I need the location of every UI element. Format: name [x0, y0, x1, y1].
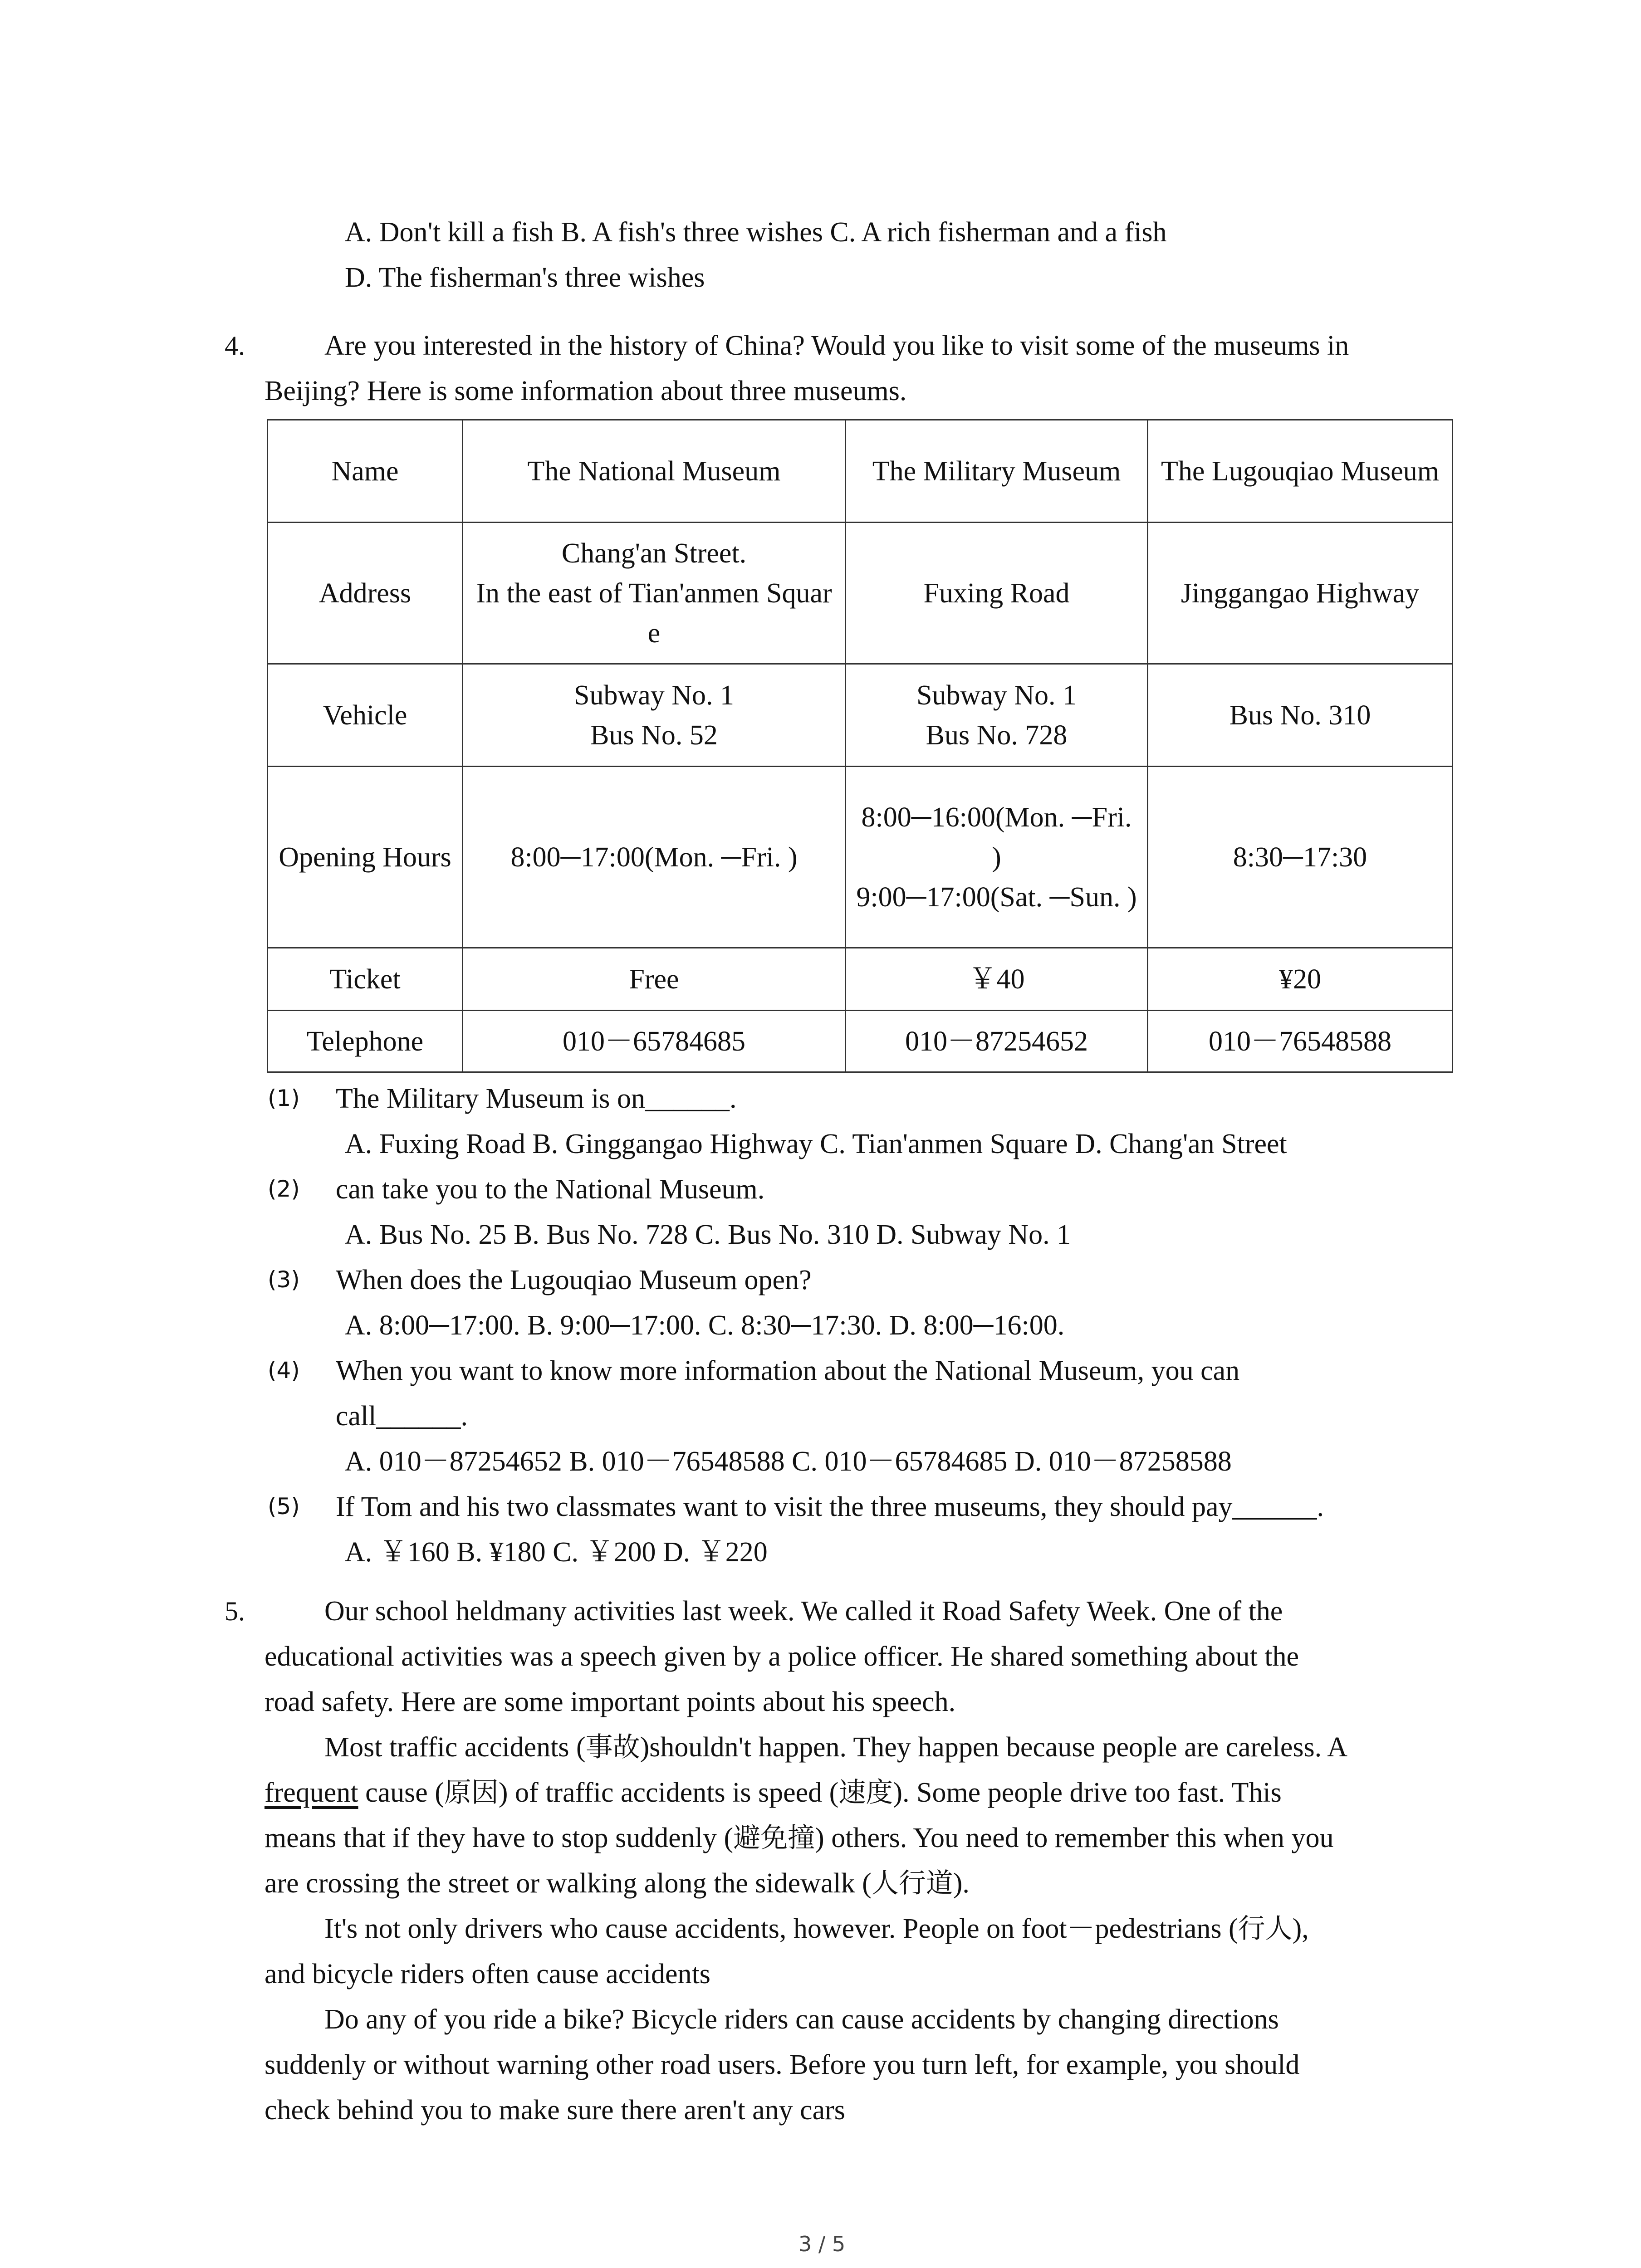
subquestion-options: A. Fuxing Road B. Ginggangao Highway C. Tian'anmen Square D. Chang'an Street: [345, 1129, 1287, 1159]
table-cell: Subway No. 1 Bus No. 52: [463, 664, 846, 767]
text-run: are crossing the street or walking along the sidewalk (: [265, 1868, 872, 1899]
table-header-cell: Name: [268, 420, 463, 523]
subquestion-number: (3): [268, 1266, 300, 1293]
subquestion-text: can take you to the National Museum.: [336, 1174, 765, 1205]
table-header-cell: The Lugouqiao Museum: [1148, 420, 1453, 523]
subquestion-text: If Tom and his two classmates want to visit the three museums, they should pay______.: [336, 1491, 1324, 1522]
passage-line: [265, 1820, 1334, 1856]
table-cell: 8:00─17:00(Mon. ─Fri. ): [463, 767, 846, 948]
table-cell: ￥40: [846, 948, 1148, 1011]
passage-line: and bicycle riders often cause accidents: [265, 1959, 710, 1989]
table-cell: Jinggangao Highway: [1148, 523, 1453, 664]
q4-intro-line2: Beijing? Here is some information about three museums.: [265, 376, 907, 406]
chinese-gloss: 行人: [1238, 1913, 1293, 1945]
text-run: It's not only drivers who cause accidents, however. People on foot－pedestrians (: [324, 1913, 1238, 1944]
table-header-row: [268, 420, 1453, 523]
table-cell: Bus No. 310: [1148, 664, 1453, 767]
text-run: cause (: [358, 1777, 444, 1808]
table-header-cell: The National Museum: [463, 420, 846, 523]
subquestion-options: A. Bus No. 25 B. Bus No. 728 C. Bus No. 310 D. Subway No. 1: [345, 1219, 1071, 1250]
question-number-4: 4.: [225, 331, 245, 361]
text-run: )shouldn't happen. They happen because people are careless. A: [640, 1732, 1348, 1763]
table-row-label: Opening Hours: [268, 767, 463, 948]
table-cell: Free: [463, 948, 846, 1011]
q3-options-line2: D. The fisherman's three wishes: [345, 262, 705, 293]
passage-line: educational activities was a speech given by a police officer. He shared something about the: [265, 1641, 1299, 1672]
passage-line: check behind you to make sure there aren't any cars: [265, 2095, 845, 2126]
table-row-telephone: [268, 1011, 1453, 1072]
passage-line: suddenly or without warning other road users. Before you turn left, for example, you should: [265, 2049, 1300, 2080]
table-cell: 010－87254652: [846, 1011, 1148, 1072]
subquestion-options: A. 8:00─17:00. B. 9:00─17:00. C. 8:30─17:30. D. 8:00─16:00.: [345, 1310, 1065, 1341]
subquestion-number: (1): [268, 1085, 300, 1111]
subquestion-options: A. 010－87254652 B. 010－76548588 C. 010－65784685 D. 010－87258588: [345, 1446, 1232, 1477]
table-row-label: Ticket: [268, 948, 463, 1011]
subquestion-text: When you want to know more information about the National Museum, you can: [336, 1355, 1240, 1386]
text-run: ) of traffic accidents is speed (: [498, 1777, 839, 1808]
text-run: means that if they have to stop suddenly (: [265, 1823, 734, 1853]
text-run: ),: [1292, 1913, 1309, 1944]
subquestion-text: call______.: [336, 1401, 468, 1432]
chinese-gloss: 速度: [838, 1777, 893, 1809]
passage-line: [324, 1911, 1309, 1947]
chinese-gloss: 避免撞: [733, 1822, 815, 1854]
passage-line: [324, 1729, 1347, 1765]
table-cell: Fuxing Road: [846, 523, 1148, 664]
subquestion-number: (4): [268, 1357, 300, 1383]
chinese-gloss: 原因: [444, 1777, 499, 1809]
passage-line: [265, 1865, 970, 1901]
subquestion-options: A. ￥160 B. ¥180 C. ￥200 D. ￥220: [345, 1537, 768, 1568]
table-row-label: Address: [268, 523, 463, 664]
table-row-label: Telephone: [268, 1011, 463, 1072]
text-run: ). Some people drive too fast. This: [893, 1777, 1282, 1808]
passage-line: road safety. Here are some important points about his speech.: [265, 1686, 956, 1717]
subquestion-text: When does the Lugouqiao Museum open?: [336, 1265, 812, 1295]
passage-line: [265, 1774, 1282, 1811]
q3-options-line1: A. Don't kill a fish B. A fish's three wishes C. A rich fisherman and a fish: [345, 217, 1167, 248]
table-row-ticket: [268, 948, 1453, 1011]
subquestion-number: (2): [268, 1176, 300, 1202]
table-cell: 8:30─17:30: [1148, 767, 1453, 948]
cell-line: Chang'an Street. In the east of Tian'anmen Square: [476, 538, 832, 649]
underlined-word: frequent: [265, 1777, 358, 1808]
q4-intro-line1: Are you interested in the history of China? Would you like to visit some of the museums in: [324, 330, 1349, 361]
table-cell: 010－76548588: [1148, 1011, 1453, 1072]
table-cell: ¥20: [1148, 948, 1453, 1011]
table-row-vehicle: [268, 664, 1453, 767]
text-run: ).: [953, 1868, 970, 1899]
table-row-address: [268, 523, 1453, 664]
text-run: ) others. You need to remember this when you: [815, 1823, 1334, 1853]
chinese-gloss: 事故: [585, 1731, 640, 1763]
subquestion-text: The Military Museum is on______.: [336, 1083, 737, 1114]
subquestion-number: (5): [268, 1493, 300, 1520]
table-header-cell: The Military Museum: [846, 420, 1148, 523]
text-run: Most traffic accidents (: [324, 1732, 586, 1763]
page-number: 3 / 5: [798, 2232, 846, 2256]
question-number-5: 5.: [225, 1596, 245, 1626]
passage-line: Do any of you ride a bike? Bicycle riders can cause accidents by changing directions: [324, 2004, 1279, 2035]
museum-info-table: [267, 419, 1453, 1073]
chinese-gloss: 人行道: [871, 1867, 953, 1899]
table-cell: Subway No. 1 Bus No. 728: [846, 664, 1148, 767]
passage-line: Our school heldmany activities last week. We called it Road Safety Week. One of the: [324, 1596, 1283, 1627]
table-cell: 8:00─16:00(Mon. ─Fri. ) 9:00─17:00(Sat. ─Sun. ): [846, 767, 1148, 948]
table-row-opening-hours: [268, 767, 1453, 948]
table-row-label: Vehicle: [268, 664, 463, 767]
table-cell: [463, 523, 846, 664]
table-cell: 010－65784685: [463, 1011, 846, 1072]
